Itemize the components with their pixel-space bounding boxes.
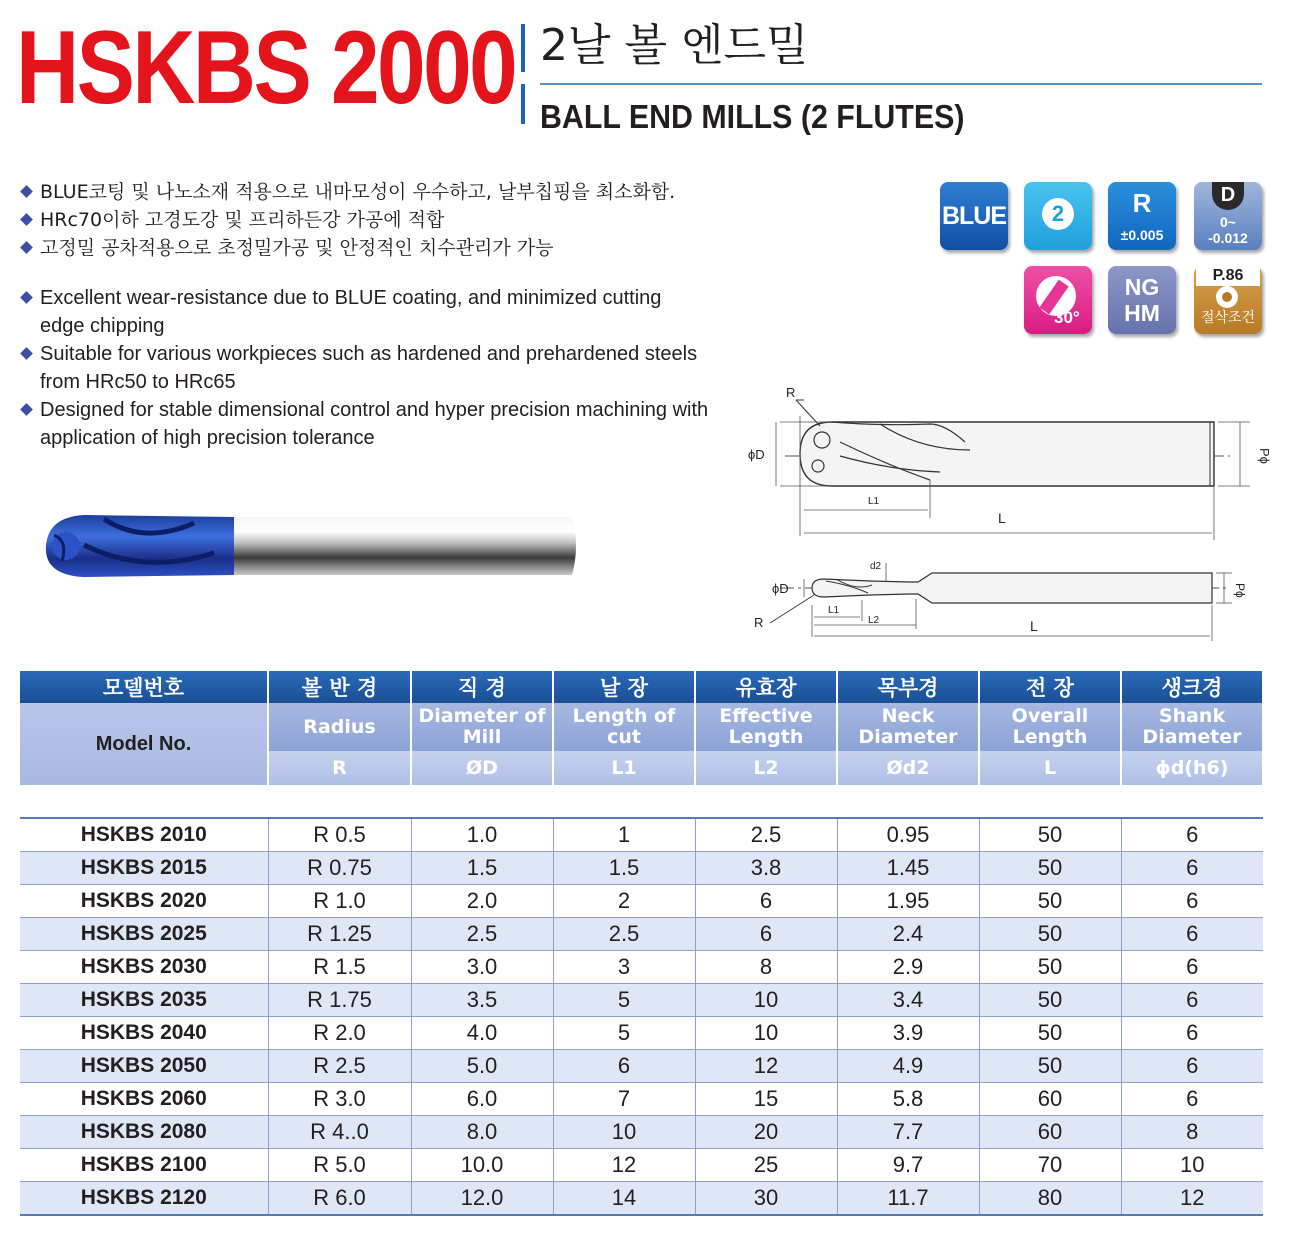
model-number-cell: HSKBS 2040	[20, 1017, 268, 1050]
table-cell: 6	[1121, 984, 1263, 1017]
end-mill-image	[44, 505, 584, 587]
two-flute-badge	[1024, 182, 1092, 250]
radius-label: R	[786, 385, 796, 400]
length-of-cut-label-2: L1	[828, 605, 840, 616]
table-cell: 70	[979, 1149, 1121, 1182]
model-number-cell: HSKBS 2100	[20, 1149, 268, 1182]
table-cell: R 2.5	[268, 1050, 411, 1083]
table-cell: 2.5	[411, 918, 553, 951]
table-cell: 3	[553, 951, 695, 984]
table-cell: R 0.75	[268, 852, 411, 885]
symbol-header: ϕd(h6)	[1121, 751, 1263, 785]
table-cell: 8.0	[411, 1116, 553, 1149]
table-row	[20, 1149, 1263, 1182]
table-cell: 50	[979, 818, 1121, 852]
table-cell: 1.5	[553, 852, 695, 885]
table-cell: 2.0	[411, 885, 553, 918]
long-ball-end-mill-drawing	[740, 380, 1280, 545]
table-cell: 12	[695, 1050, 837, 1083]
table-cell: 15	[695, 1083, 837, 1116]
radius-tolerance-badge: R ±0.005	[1108, 182, 1176, 250]
table-cell: 5	[553, 1017, 695, 1050]
model-number-cell: HSKBS 2025	[20, 918, 268, 951]
feature-item-ko: 고정밀 공차적용으로 초정밀가공 및 안정적인 치수관리가 가능	[20, 234, 720, 262]
table-cell: 1.5	[411, 852, 553, 885]
neck-ball-end-mill-drawing	[740, 555, 1280, 645]
table-cell: 8	[695, 951, 837, 984]
feature-list	[20, 178, 720, 452]
model-number-cell: HSKBS 2080	[20, 1116, 268, 1149]
table-cell: 2	[553, 885, 695, 918]
symbol-header: Ød2	[837, 751, 979, 785]
model-number-header: Model No.	[20, 703, 268, 785]
table-cell: 6	[1121, 852, 1263, 885]
column-header: Effective Length	[695, 703, 837, 751]
table-cell: 60	[979, 1116, 1121, 1149]
overall-length-label: L	[998, 510, 1006, 526]
table-cell: R 0.5	[268, 818, 411, 852]
product-title: HSKBS 2000	[16, 10, 516, 126]
table-cell: 11.7	[837, 1182, 979, 1216]
length-of-cut-label: L1	[868, 496, 880, 507]
diameter-tolerance-badge: D 0~ -0.012	[1194, 182, 1262, 250]
table-row	[20, 885, 1263, 918]
table-cell: 3.0	[411, 951, 553, 984]
table-cell: 6	[1121, 1050, 1263, 1083]
table-cell: 6	[695, 885, 837, 918]
model-number-cell: HSKBS 2020	[20, 885, 268, 918]
table-cell: 2.4	[837, 918, 979, 951]
table-cell: 2.9	[837, 951, 979, 984]
diamond-bullet-icon	[20, 185, 33, 198]
cutting-conditions-badge[interactable]: P.86 절삭조건	[1194, 266, 1262, 334]
table-cell: 50	[979, 1050, 1121, 1083]
table-cell: 3.9	[837, 1017, 979, 1050]
table-cell: 2.5	[695, 818, 837, 852]
table-cell: 1.0	[411, 818, 553, 852]
table-cell: 5.0	[411, 1050, 553, 1083]
table-cell: R 1.25	[268, 918, 411, 951]
table-cell: 5.8	[837, 1083, 979, 1116]
column-header: 목부경	[837, 671, 979, 703]
page-reference: P.86	[1196, 266, 1260, 286]
table-cell: 4.0	[411, 1017, 553, 1050]
model-number-cell: HSKBS 2050	[20, 1050, 268, 1083]
flute-count-icon: 2	[1042, 198, 1074, 230]
header-row-english	[20, 703, 1263, 751]
table-cell: R 2.0	[268, 1017, 411, 1050]
table-row	[20, 1050, 1263, 1083]
diamond-bullet-icon	[20, 403, 33, 416]
symbol-header: L1	[553, 751, 695, 785]
symbol-header: L2	[695, 751, 837, 785]
column-header: 직 경	[411, 671, 553, 703]
table-cell: 30	[695, 1182, 837, 1216]
helix-angle-badge: 30°	[1024, 266, 1092, 334]
table-cell: 10	[553, 1116, 695, 1149]
table-cell: 12	[553, 1149, 695, 1182]
table-cell: R 1.0	[268, 885, 411, 918]
table-cell: R 4..0	[268, 1116, 411, 1149]
table-cell: R 5.0	[268, 1149, 411, 1182]
model-number-cell: HSKBS 2015	[20, 852, 268, 885]
table-row	[20, 951, 1263, 984]
column-header: 전 장	[979, 671, 1121, 703]
table-cell: 50	[979, 1017, 1121, 1050]
table-cell: 6	[553, 1050, 695, 1083]
header-row-korean	[20, 671, 1263, 703]
specification-table	[20, 671, 1264, 1216]
effective-length-label: L2	[868, 615, 880, 626]
table-cell: 80	[979, 1182, 1121, 1216]
table-cell: 3.8	[695, 852, 837, 885]
symbol-header: R	[268, 751, 411, 785]
table-cell: 50	[979, 885, 1121, 918]
title-divider	[521, 24, 525, 124]
model-number-cell: HSKBS 2010	[20, 818, 268, 852]
table-cell: R 6.0	[268, 1182, 411, 1216]
feature-item-ko: BLUE코팅 및 나노소재 적용으로 내마모성이 우수하고, 날부칩핑을 최소화함.	[20, 178, 720, 206]
table-cell: 1	[553, 818, 695, 852]
column-header: 생크경	[1121, 671, 1263, 703]
feature-item-en: Excellent wear-resistance due to BLUE coating, and minimized cutting edge chipping	[20, 284, 680, 340]
table-cell: 5	[553, 984, 695, 1017]
table-cell: 12	[1121, 1182, 1263, 1216]
symbol-header: ØD	[411, 751, 553, 785]
table-cell: 50	[979, 852, 1121, 885]
table-row	[20, 818, 1263, 852]
subtitle-english: BALL END MILLS (2 FLUTES)	[540, 98, 965, 135]
table-body	[20, 818, 1263, 1215]
table-cell: 1.95	[837, 885, 979, 918]
table-cell: 7.7	[837, 1116, 979, 1149]
table-cell: R 3.0	[268, 1083, 411, 1116]
ng-hm-badge: NG HM	[1108, 266, 1176, 334]
column-header: 유효장	[695, 671, 837, 703]
table-cell: 10	[695, 1017, 837, 1050]
column-header: Radius	[268, 703, 411, 751]
table-row	[20, 1017, 1263, 1050]
column-header: 볼 반 경	[268, 671, 411, 703]
model-number-cell: HSKBS 2120	[20, 1182, 268, 1216]
feature-item-en: Designed for stable dimensional control and hyper precision machining with application of high precision tolerance	[20, 396, 740, 452]
table-cell: 8	[1121, 1116, 1263, 1149]
feature-item-ko: HRc70이하 고경도강 및 프리하든강 가공에 적합	[20, 206, 720, 234]
table-cell: 25	[695, 1149, 837, 1182]
table-cell: 3.5	[411, 984, 553, 1017]
table-cell: R 1.75	[268, 984, 411, 1017]
table-cell: 10.0	[411, 1149, 553, 1182]
table-cell: 4.9	[837, 1050, 979, 1083]
model-number-cell: HSKBS 2035	[20, 984, 268, 1017]
table-cell: 7	[553, 1083, 695, 1116]
column-header: Neck Diameter	[837, 703, 979, 751]
symbol-header: L	[979, 751, 1121, 785]
table-cell: 2.5	[553, 918, 695, 951]
table-cell: 6	[1121, 951, 1263, 984]
feature-item-en: Suitable for various workpieces such as hardened and prehardened steels from HRc50 to HRc65	[20, 340, 700, 396]
diamond-bullet-icon	[20, 213, 33, 226]
column-header: 날 장	[553, 671, 695, 703]
table-cell: 12.0	[411, 1182, 553, 1216]
diameter-label-2: ϕD	[772, 581, 789, 596]
diamond-bullet-icon	[20, 241, 33, 254]
blue-coating-badge: BLUE	[940, 182, 1008, 250]
table-cell: 6	[1121, 1083, 1263, 1116]
overall-length-label-2: L	[1030, 618, 1038, 634]
table-cell: 9.7	[837, 1149, 979, 1182]
column-header: Length of cut	[553, 703, 695, 751]
table-row	[20, 984, 1263, 1017]
table-row	[20, 1116, 1263, 1149]
table-cell: 6	[1121, 1017, 1263, 1050]
table-cell: 50	[979, 984, 1121, 1017]
table-cell: 60	[979, 1083, 1121, 1116]
shank-diameter-label: Pϕ	[1257, 448, 1272, 464]
model-number-cell: HSKBS 2060	[20, 1083, 268, 1116]
table-cell: 6	[695, 918, 837, 951]
table-cell: 50	[979, 951, 1121, 984]
neck-diameter-label: d2	[870, 561, 882, 572]
table-row	[20, 852, 1263, 885]
table-cell: 50	[979, 918, 1121, 951]
table-cell: 10	[1121, 1149, 1263, 1182]
subtitle-korean: 2날 볼 엔드밀	[540, 20, 809, 71]
table-cell: 6	[1121, 818, 1263, 852]
table-row	[20, 1083, 1263, 1116]
diamond-bullet-icon	[20, 347, 33, 360]
table-cell: 6	[1121, 885, 1263, 918]
table-cell: 6.0	[411, 1083, 553, 1116]
column-header: Shank Diameter	[1121, 703, 1263, 751]
table-cell: 20	[695, 1116, 837, 1149]
shank-diameter-label-2: Pϕ	[1233, 583, 1247, 598]
table-row	[20, 1182, 1263, 1216]
column-header: Overall Length	[979, 703, 1121, 751]
radius-label-2: R	[754, 615, 764, 630]
table-cell: 14	[553, 1182, 695, 1216]
diameter-label: ϕD	[748, 447, 765, 462]
table-cell: 10	[695, 984, 837, 1017]
header-rule	[540, 83, 1262, 85]
table-cell: 3.4	[837, 984, 979, 1017]
column-header: 모델번호	[20, 671, 268, 703]
table-cell: 0.95	[837, 818, 979, 852]
table-cell: R 1.5	[268, 951, 411, 984]
table-cell: 1.45	[837, 852, 979, 885]
model-number-cell: HSKBS 2030	[20, 951, 268, 984]
table-row	[20, 918, 1263, 951]
table-cell: 6	[1121, 918, 1263, 951]
column-header: Diameter of Mill	[411, 703, 553, 751]
diamond-bullet-icon	[20, 291, 33, 304]
